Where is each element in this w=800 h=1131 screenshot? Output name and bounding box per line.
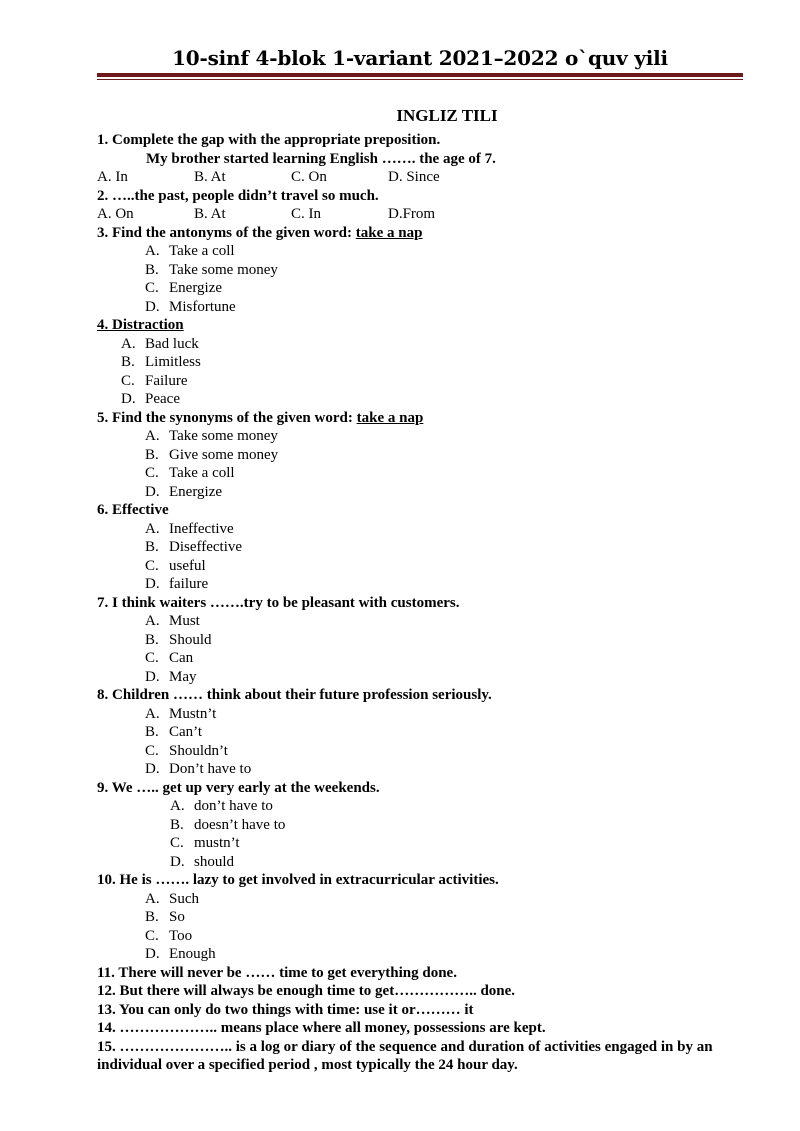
q8-option-c: C. Shouldn’t	[145, 742, 228, 759]
question-4-title: 4. Distraction	[97, 317, 184, 333]
q9-option-b: B. doesn’t have to	[170, 816, 286, 833]
q9-option-d: D. should	[170, 853, 235, 870]
question-2-title: 2. …..the past, people didn’t travel so much.	[97, 187, 379, 204]
q1-option-c: C. On	[291, 169, 327, 185]
question-10-options	[97, 890, 747, 964]
header-rule-thick	[97, 73, 743, 77]
q6-option-d: D. failure	[145, 576, 209, 592]
question-9-title: 9. We ….. get up very early at the weekends.	[97, 779, 380, 796]
question-3-title: 3. Find the antonyms of the given word: take a nap	[97, 224, 423, 241]
q2-option-c: C. In	[291, 206, 321, 222]
q10-option-c: C. Too	[145, 927, 193, 944]
question-13: 13. You can only do two things with time: use it or……… it	[97, 1001, 474, 1018]
question-1-title: 1. Complete the gap with the appropriate preposition.	[97, 132, 441, 148]
q7-option-d: D. May	[145, 668, 197, 685]
q2-option-a: A. On	[97, 206, 134, 222]
q8-option-b: B. Can’t	[145, 724, 203, 740]
question-2-options	[97, 205, 747, 224]
q5-option-d: D. Energize	[145, 483, 223, 500]
question-11: 11. There will never be …… time to get everything done.	[97, 964, 457, 981]
question-1-options	[97, 168, 747, 187]
q6-option-b: B. Diseffective	[145, 539, 243, 555]
question-6-title: 6. Effective	[97, 502, 169, 518]
q4-option-b: B. Limitless	[121, 354, 201, 370]
q6-option-a: A. Ineffective	[145, 520, 234, 537]
header-rule-thin	[97, 79, 743, 80]
q8-option-a: A. Mustn’t	[145, 705, 217, 722]
q7-option-c: C. Can	[145, 650, 194, 666]
q5-option-a: A. Take some money	[145, 428, 278, 444]
q10-option-d: D. Enough	[145, 946, 216, 962]
q5-option-b: B. Give some money	[145, 446, 279, 463]
q4-option-c: C. Failure	[121, 372, 188, 389]
subject-title: INGLIZ TILI	[396, 106, 498, 125]
question-1-sentence: My brother started learning English ……. the age of 7.	[146, 150, 496, 167]
question-8-options	[97, 705, 747, 779]
q3-option-b: B. Take some money	[145, 261, 278, 278]
question-3-options	[97, 242, 747, 316]
q10-option-b: B. So	[145, 909, 185, 925]
q8-option-d: D. Don’t have to	[145, 761, 252, 777]
q4-option-d: D. Peace	[121, 391, 180, 407]
question-8-title: 8. Children …… think about their future profession seriously.	[97, 687, 492, 703]
q3-option-a: A. Take a coll	[145, 243, 235, 259]
q3-option-c: C. Energize	[145, 280, 223, 296]
q9-option-c: C. mustn’t	[170, 835, 240, 851]
question-5-title: 5. Find the synonyms of the given word: take a nap	[97, 409, 424, 426]
q1-option-a: A. In	[97, 169, 128, 185]
test-content	[97, 105, 747, 1075]
question-7-title: 7. I think waiters …….try to be pleasant with customers.	[97, 594, 460, 611]
q7-option-b: B. Should	[145, 631, 212, 648]
page-header-title: 10-sinf 4-blok 1-variant 2021–2022 o`quv yili	[172, 46, 668, 70]
question-6-options	[97, 520, 747, 594]
question-10-title: 10. He is ……. lazy to get involved in extracurricular activities.	[97, 872, 499, 888]
q7-option-a: A. Must	[145, 613, 200, 629]
q1-option-d: D. Since	[388, 169, 440, 185]
q2-option-d: D.From	[388, 206, 436, 222]
q10-option-a: A. Such	[145, 890, 199, 907]
question-7-options	[97, 612, 747, 686]
q3-option-d: D. Misfortune	[145, 298, 236, 315]
q6-option-c: C. useful	[145, 557, 206, 574]
q5-option-c: C. Take a coll	[145, 465, 235, 481]
q4-option-a: A. Bad luck	[121, 335, 199, 352]
q2-option-b: B. At	[194, 206, 226, 222]
question-14: 14. ……………….. means place where all money, possessions are kept.	[97, 1020, 546, 1036]
question-4-options	[97, 335, 747, 409]
question-12: 12. But there will always be enough time to get…………….. done.	[97, 983, 516, 999]
q5-keyword: take a nap	[356, 409, 424, 426]
q3-keyword: take a nap	[355, 224, 423, 241]
question-5-options	[97, 427, 747, 501]
q1-option-b: B. At	[194, 169, 226, 185]
question-9-options	[97, 797, 747, 871]
question-15: 15. ………………….. is a log or diary of the sequence and duration of activities engaged in by an individual over a specified period , most typically the 24 hour day.	[97, 1038, 713, 1073]
q9-option-a: A. don’t have to	[170, 798, 273, 814]
